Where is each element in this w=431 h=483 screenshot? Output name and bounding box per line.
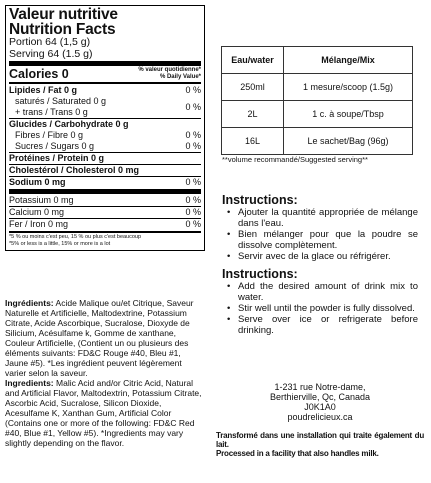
serving-size-en: Serving 64 (1.5 g) xyxy=(9,47,93,60)
address-line: 1-231 rue Notre-dame, xyxy=(274,382,366,392)
website: poudrelicieux.ca xyxy=(287,412,353,422)
fat-pct: 0 % xyxy=(185,85,201,95)
mix-cell: Le sachet/Bag (96g) xyxy=(284,128,413,155)
sugars-pct: 0 % xyxy=(185,141,201,151)
fibre-pct: 0 % xyxy=(185,130,201,140)
instructions-en-list xyxy=(222,281,418,336)
instructions-fr-list xyxy=(222,207,418,262)
portion-size-fr: Portion 64 (1,5 g) xyxy=(9,36,91,48)
cholesterol-row xyxy=(9,165,201,176)
daily-value-header-fr: % valeur quotidienne* xyxy=(138,67,201,73)
nutrition-title-fr: Valeur nutritive xyxy=(9,6,118,23)
ingredients-fr xyxy=(5,298,205,378)
ingredients-fr-text: Acide Malique ou/et Citrique, Saveur Naturelle et Artificielle, Maltodextrine, Potassium Citrate, Acide Ascorbique, Sucralose, Dioxyde de Silicium, Acésulfame k, Gomme de xanthane, Couleur Artificielle, (Contient un ou plusieurs des éléments suivants: FD&C Rouge #40, Bleu #1, Jaune #5). *Les ingrédient peuvent légèrement varier selon la saveur. xyxy=(5,298,194,378)
nutrition-title-en: Nutrition Facts xyxy=(9,21,116,38)
daily-value-header-en: % Daily Value* xyxy=(159,74,201,80)
ingredients-en-label: Ingredients: xyxy=(5,378,54,388)
sat-trans-pct: 0 % xyxy=(185,102,201,112)
divider xyxy=(9,231,201,233)
mix-table xyxy=(221,46,413,155)
fat-row xyxy=(9,85,201,96)
list-item: • Stir well until the powder is fully dissolved. xyxy=(222,303,418,314)
serving-note: **volume recommandé/Suggested serving** xyxy=(222,155,368,164)
carb-row xyxy=(9,119,201,130)
protein-label: Protéines / Protein 0 g xyxy=(9,153,105,163)
iron-label: Fer / Iron 0 mg xyxy=(9,219,69,229)
ingredients-block xyxy=(5,298,205,448)
facility-fr: Transformé dans une installation qui traite également du lait. xyxy=(216,431,424,449)
calories: Calories 0 xyxy=(9,67,69,81)
header-mix: Mélange/Mix xyxy=(284,47,413,74)
sodium-pct: 0 % xyxy=(185,177,201,187)
ingredients-fr-label: Ingrédients: xyxy=(5,298,54,308)
table-row xyxy=(222,101,413,128)
list-item: • Add the desired amount of drink mix to water. xyxy=(222,281,418,303)
divider xyxy=(9,61,201,66)
address-block xyxy=(222,382,418,422)
sugars-label: Sucres / Sugars 0 g xyxy=(15,141,95,151)
potassium-row xyxy=(9,195,201,206)
water-cell: 16L xyxy=(222,128,284,155)
fibre-row xyxy=(9,130,201,141)
potassium-pct: 0 % xyxy=(185,195,201,205)
daily-value-header xyxy=(138,67,201,81)
list-item: • Bien mélanger pour que la poudre se dissolve complètement. xyxy=(222,229,418,251)
fat-label: Lipides / Fat 0 g xyxy=(9,85,78,95)
calcium-label: Calcium 0 mg xyxy=(9,207,65,217)
facility-statement xyxy=(216,431,424,458)
instructions-fr-title: Instructions: xyxy=(222,193,298,207)
sodium-row xyxy=(9,177,201,188)
fibre-label: Fibres / Fibre 0 g xyxy=(15,130,84,140)
instructions-en-title: Instructions: xyxy=(222,267,298,281)
mix-cell: 1 mesure/scoop (1.5g) xyxy=(284,74,413,101)
water-cell: 2L xyxy=(222,101,284,128)
footnote-en: *5% or less is a little, 15% or more is a lot xyxy=(9,241,111,247)
potassium-label: Potassium 0 mg xyxy=(9,195,74,205)
list-item: • Servir avec de la glace ou réfrigérer. xyxy=(222,251,418,262)
carb-label: Glucides / Carbohydrate 0 g xyxy=(9,119,129,129)
instructions-block xyxy=(222,193,418,336)
saturated-trans-group xyxy=(9,96,201,118)
calories-row xyxy=(9,67,201,81)
nutrition-facts-panel xyxy=(5,5,205,251)
saturated-label: saturés / Saturated 0 g xyxy=(15,96,107,106)
header-water: Eau/water xyxy=(222,47,284,74)
trans-row xyxy=(9,107,185,118)
sugars-row xyxy=(9,141,201,152)
footnote-fr: *5 % ou moins c'est peu, 15 % ou plus c'est beaucoup xyxy=(9,234,142,240)
calcium-row xyxy=(9,207,201,218)
divider xyxy=(9,189,201,194)
table-header-row xyxy=(222,47,413,74)
mix-cell: 1 c. à soupe/Tbsp xyxy=(284,101,413,128)
ingredients-en-text: Malic Acid and/or Citric Acid, Natural and Artificial Flavor, Maltodextrin, Potassium Citrate, Ascorbic Acid, Sucralose, Silicon Dioxide, Acesulfame K, Xanthan Gum, Artificial Color (Contains one or more of the following: FD&C Red #40, Blue #1, Yellow #5). *Ingredients may vary slightly depending on the flavor. xyxy=(5,378,202,448)
table-row xyxy=(222,128,413,155)
cholesterol-label: Cholestérol / Cholesterol 0 mg xyxy=(9,165,140,175)
address-line: J0K1A0 xyxy=(304,402,336,412)
sodium-label: Sodium 0 mg xyxy=(9,177,66,187)
trans-label: + trans / Trans 0 g xyxy=(15,107,88,117)
list-item: • Serve over ice or refrigerate before drinking. xyxy=(222,314,418,336)
table-row xyxy=(222,74,413,101)
divider xyxy=(9,82,201,84)
ingredients-en xyxy=(5,378,205,448)
iron-pct: 0 % xyxy=(185,219,201,229)
water-cell: 250ml xyxy=(222,74,284,101)
saturated-row xyxy=(9,96,185,107)
address-line: Berthierville, Qc, Canada xyxy=(269,392,371,402)
calcium-pct: 0 % xyxy=(185,207,201,217)
facility-en: Processed in a facility that also handles milk. xyxy=(216,449,379,458)
list-item: • Ajouter la quantité appropriée de mélange dans l'eau. xyxy=(222,207,418,229)
protein-row xyxy=(9,153,201,164)
iron-row xyxy=(9,219,201,230)
